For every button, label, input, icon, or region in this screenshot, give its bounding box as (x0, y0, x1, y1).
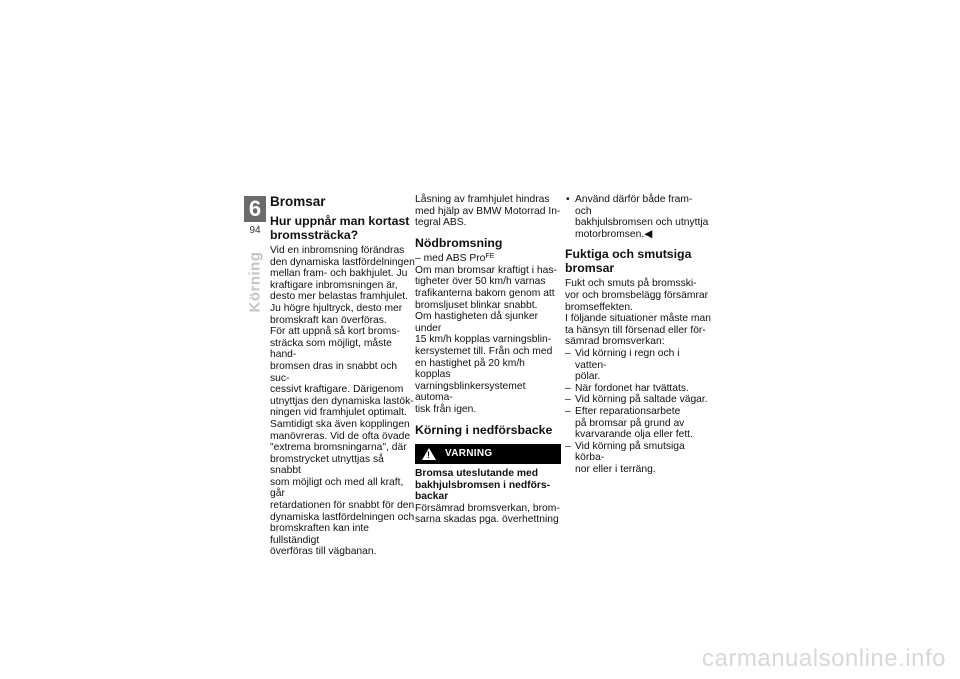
text-line: bromskraften kan inte fullständigt (270, 523, 370, 546)
list-item (565, 394, 711, 406)
warning-text (415, 503, 561, 526)
list-item (565, 441, 711, 476)
chapter-marker (244, 196, 266, 236)
text-line: backar (415, 491, 449, 503)
text-line: kraftigare inbromsningen är, (270, 279, 398, 291)
text-line: – När fordonet har tvättats. (575, 382, 689, 394)
text-line: Bromsa uteslutande med (415, 468, 539, 480)
warning-banner (415, 444, 561, 464)
text-line: – Vid körning i regn och i vatten- (575, 347, 680, 371)
text-line: tegral ABS. (415, 217, 467, 229)
text-line: varningsblinkersystemet automa- (415, 380, 526, 404)
text-line: trafikanterna bakom genom att (415, 288, 555, 300)
heading-downhill: Körning i nedförsbacke (415, 422, 553, 437)
text-line: med hjälp av BMW Motorrad In- (415, 205, 561, 217)
text-line: Ju högre hjultryck, desto mer (270, 302, 403, 314)
text-line: nor eller i terräng. (575, 463, 656, 475)
text-line: ta hänsyn till försenad eller för- (565, 324, 706, 336)
text-line: Vid en inbromsning förändras (270, 245, 405, 256)
text-line: manövreras. Vid de ofta övade (270, 430, 411, 442)
text-line: Om hastigheten då sjunker under (415, 311, 539, 334)
text-line: bromsen dras in snabbt och suc- (270, 360, 398, 384)
dash-list (565, 348, 711, 476)
text-line: tigheter över 50 km/h varnas (415, 276, 546, 288)
text-line: bakhjulsbromsen och utnyttja (575, 217, 709, 229)
text-line: bakhjulsbromsen i nedförs- (415, 479, 551, 491)
heading-shortest-braking: Hur uppnår man kortast bromssträcka? (270, 214, 410, 242)
page-number: 94 (249, 225, 261, 236)
text-line: Om man bromsar kraftigt i has- (415, 264, 557, 276)
paragraph-braking (270, 245, 416, 558)
section-title: Bromsar (270, 194, 326, 209)
text-line: I följande situationer måste man (565, 313, 711, 325)
text-line: cessivt kraftigare. Därigenom (270, 384, 404, 396)
text-line: 15 km/h kopplas varningsblin- (415, 334, 552, 346)
text-line: bromstrycket utnyttjas så snabbt (270, 453, 384, 477)
text-line: överföras till vägbanan. (270, 546, 377, 558)
text-line: mellan fram- och bakhjulet. Ju (270, 268, 408, 280)
list-item (565, 348, 711, 383)
text-line: retardationen för snabbt för den (270, 500, 415, 512)
text-line: – Vid körning på saltade vägar. (575, 394, 708, 406)
text-line: – Efter reparationsarbete (575, 405, 681, 417)
list-item (565, 406, 711, 441)
text-line: sarna skadas pga. överhettning (415, 514, 559, 526)
text-line: kvarvarande olja eller fett. (575, 429, 693, 441)
section-label-text: Körning (246, 251, 264, 313)
text-line: Samtidigt ska även kopplingen (270, 418, 410, 430)
text-line: på bromsar på grund av (575, 417, 685, 429)
emergency-subheading (415, 253, 561, 265)
text-line: desto mer belastas framhjulet. (270, 291, 408, 303)
bullet-list (565, 194, 711, 240)
text-line: sträcka som möjligt, måste hand- (270, 337, 392, 361)
text-line: utnyttjas den dynamiska lastök- (270, 395, 414, 407)
text-line: bromseffekten. (565, 301, 633, 313)
paragraph-wet-brakes (565, 278, 711, 348)
warning-label: VARNING (445, 448, 493, 460)
text-line: en hastighet på 20 km/h kopplas (415, 357, 525, 381)
text-line: som möjligt och med all kraft, går (270, 476, 404, 500)
column-3 (565, 194, 711, 475)
text-line: bromsljuset blinkar snabbt. (415, 299, 538, 311)
chapter-number: 6 (244, 196, 266, 222)
heading-wet-brakes: Fuktiga och smutsiga bromsar (565, 247, 692, 275)
paragraph-emergency (415, 265, 561, 416)
emergency-sup: FE (485, 253, 495, 261)
text-line: Försämrad bromsverkan, brom- (415, 502, 560, 514)
warning-title (415, 468, 561, 503)
text-line: ningen vid framhjulet optimalt. (270, 407, 407, 419)
section-label (245, 242, 265, 322)
column-1 (270, 194, 416, 558)
paragraph-abs (415, 194, 561, 229)
text-line: tisk från igen. (415, 404, 477, 415)
text-line: • Använd därför både fram- och (575, 194, 693, 217)
text-line: kersystemet till. Från och med (415, 346, 553, 358)
text-line: För att uppnå så kort broms- (270, 326, 400, 338)
text-line: Låsning av framhjulet hindras (415, 194, 550, 205)
emergency-sub-text: – med ABS Pro (415, 253, 486, 265)
text-line: pölar. (575, 371, 601, 383)
text-line: bromskraft kan överföras. (270, 314, 387, 326)
text-line: sämrad bromsverkan: (565, 336, 665, 348)
text-line: – Vid körning på smutsiga körba- (575, 440, 685, 464)
list-item (565, 194, 711, 240)
text-line: dynamiska lastfördelningen och (270, 511, 415, 523)
column-2 (415, 194, 561, 526)
heading-emergency-braking: Nödbromsning (415, 235, 503, 250)
text-line: den dynamiska lastfördelningen (270, 256, 415, 268)
text-line: "extrema bromsningarna", där (270, 442, 407, 454)
text-line: Fukt och smuts på bromsski- (565, 278, 697, 290)
watermark: carmanualsonline.info (702, 645, 946, 672)
warning-triangle-icon (422, 448, 436, 460)
list-item (565, 383, 711, 395)
text-line: motorbromsen.◀ (575, 228, 653, 240)
text-line: vor och bromsbelägg försämrar (565, 289, 709, 301)
